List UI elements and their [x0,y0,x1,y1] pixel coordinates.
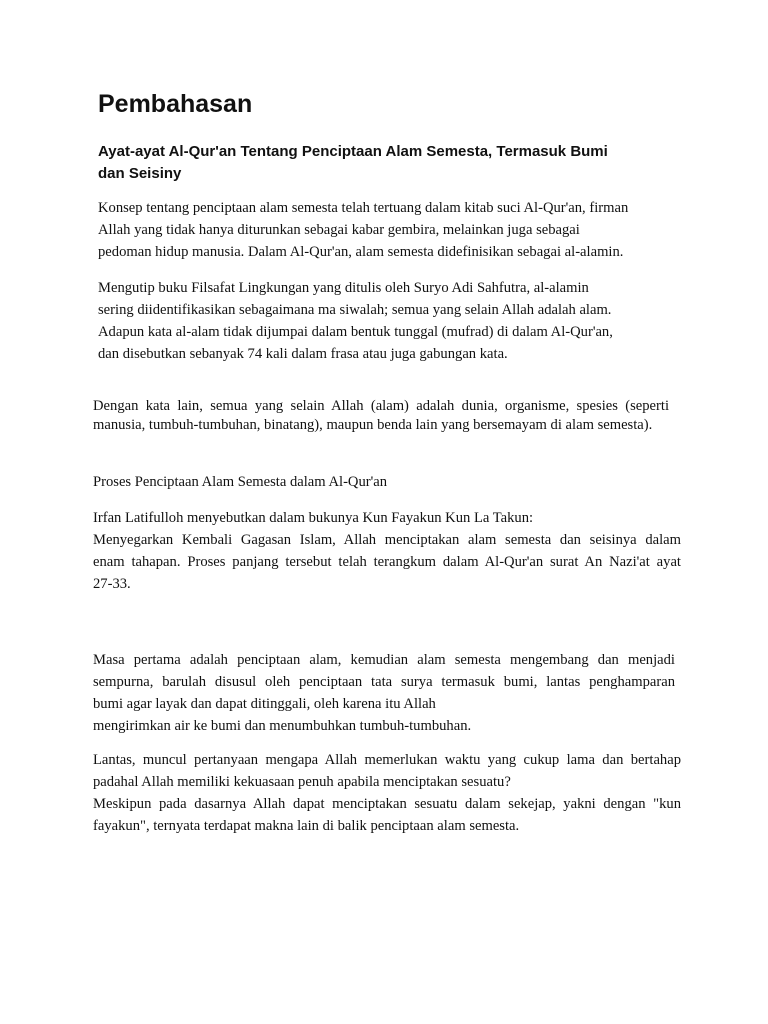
text-line: Masa pertama adalah penciptaan alam, kemudian alam semesta mengembang dan menjadi [93,652,675,668]
text-line: enam tahapan. Proses panjang tersebut telah terangkum dalam Al-Qur'an surat An Nazi'at ayat [93,554,681,570]
text-line: 27-33. [93,576,131,592]
paragraph-other-words: Dengan kata lain, semua yang selain Allah (alam) adalah dunia, organisme, spesies (seperti manusia, tumbuh-tumbuhan, binatang), maupun benda lain yang bersemayam di alam semesta). [93,398,669,433]
text-line: dan disebutkan sebanyak 74 kali dalam frasa atau juga gabungan kata. [98,346,508,362]
paragraph-concept [98,197,628,263]
paragraph-first-period [93,649,675,737]
text-line: pedoman hidup manusia. Dalam Al-Qur'an, alam semesta didefinisikan sebagai al-alamin. [98,244,624,260]
text-line: Menyegarkan Kembali Gagasan Islam, Allah menciptakan alam semesta dan seisinya dalam [93,532,681,548]
subheading-line: dan Seisiny [98,165,182,182]
paragraph-irfan [93,507,681,595]
page-heading: Pembahasan [98,90,253,118]
text-line: Meskipun pada dasarnya Allah dapat menciptakan sesuatu dalam sekejap, yakni dengan "kun [93,796,681,812]
text-line: Adapun kata al-alam tidak dijumpai dalam bentuk tunggal (mufrad) di dalam Al-Qur'an, [98,324,613,340]
text-line: Mengutip buku Filsafat Lingkungan yang ditulis oleh Suryo Adi Sahfutra, al-alamin [98,280,589,296]
text-line: fayakun", ternyata terdapat makna lain di balik penciptaan alam semesta. [93,818,520,834]
section-title-process: Proses Penciptaan Alam Semesta dalam Al-Qur'an [93,474,388,490]
section-subheading [98,141,658,185]
text-line: bumi agar layak dan dapat ditinggali, oleh karena itu Allah [93,696,436,712]
text-line: padahal Allah memiliki kekuasaan penuh apabila menciptakan sesuatu? [93,774,511,790]
text-line: mengirimkan air ke bumi dan menumbuhkan tumbuh-tumbuhan. [93,718,472,734]
text-line: Irfan Latifulloh menyebutkan dalam bukunya Kun Fayakun Kun La Takun: [93,510,534,526]
text-line: Allah yang tidak hanya diturunkan sebagai kabar gembira, melainkan juga sebagai [98,222,580,238]
text-line: Konsep tentang penciptaan alam semesta telah tertuang dalam kitab suci Al-Qur'an, firman [98,200,629,216]
text-line: sempurna, barulah disusul oleh penciptaan tata surya termasuk bumi, lantas penghamparan [93,674,675,690]
paragraph-question [93,749,681,837]
text-line: sering diidentifikasikan sebagaimana ma siwalah; semua yang selain Allah adalah alam. [98,302,612,318]
text-line: Lantas, muncul pertanyaan mengapa Allah memerlukan waktu yang cukup lama dan bertahap [93,752,681,768]
paragraph-quote [98,277,613,365]
subheading-line: Ayat-ayat Al-Qur'an Tentang Penciptaan Alam Semesta, Termasuk Bumi [98,143,608,160]
